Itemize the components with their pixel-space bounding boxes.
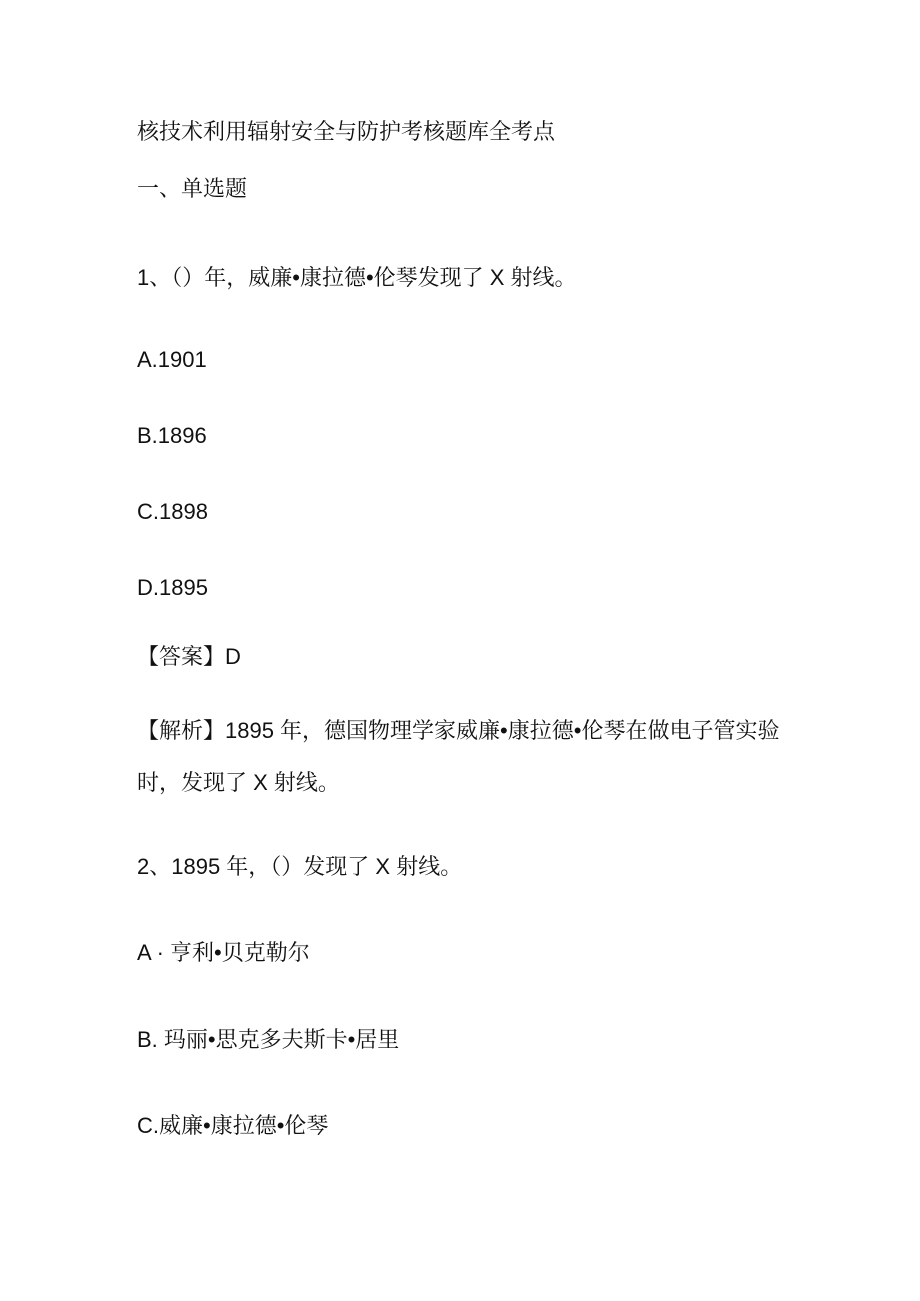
question-1-answer: 【答案】D	[137, 644, 241, 669]
question-1-stem: 1、（）年，威廉•康拉德•伦琴发现了 X 射线。	[137, 265, 577, 290]
question-2-option-c: C.威廉•康拉德•伦琴	[137, 1113, 329, 1138]
question-1-option-d: D.1895	[137, 575, 208, 600]
question-1-option-b: B.1896	[137, 423, 207, 448]
question-1-option-c: C.1898	[137, 499, 208, 524]
document-title: 核技术利用辐射安全与防护考核题库全考点	[137, 120, 556, 145]
question-2-stem: 2、1895 年，（）发现了 X 射线。	[137, 854, 463, 879]
question-2-option-b: B. 玛丽•思克多夫斯卡•居里	[137, 1027, 400, 1052]
question-2-option-a: A · 亨利•贝克勒尔	[137, 940, 310, 965]
question-1-explanation: 【解析】1895 年，德国物理学家威廉•康拉德•伦琴在做电子管实验时，发现了 X 射线。	[137, 718, 780, 795]
question-1-option-a: A.1901	[137, 347, 207, 372]
section-heading: 一、单选题	[137, 177, 248, 202]
